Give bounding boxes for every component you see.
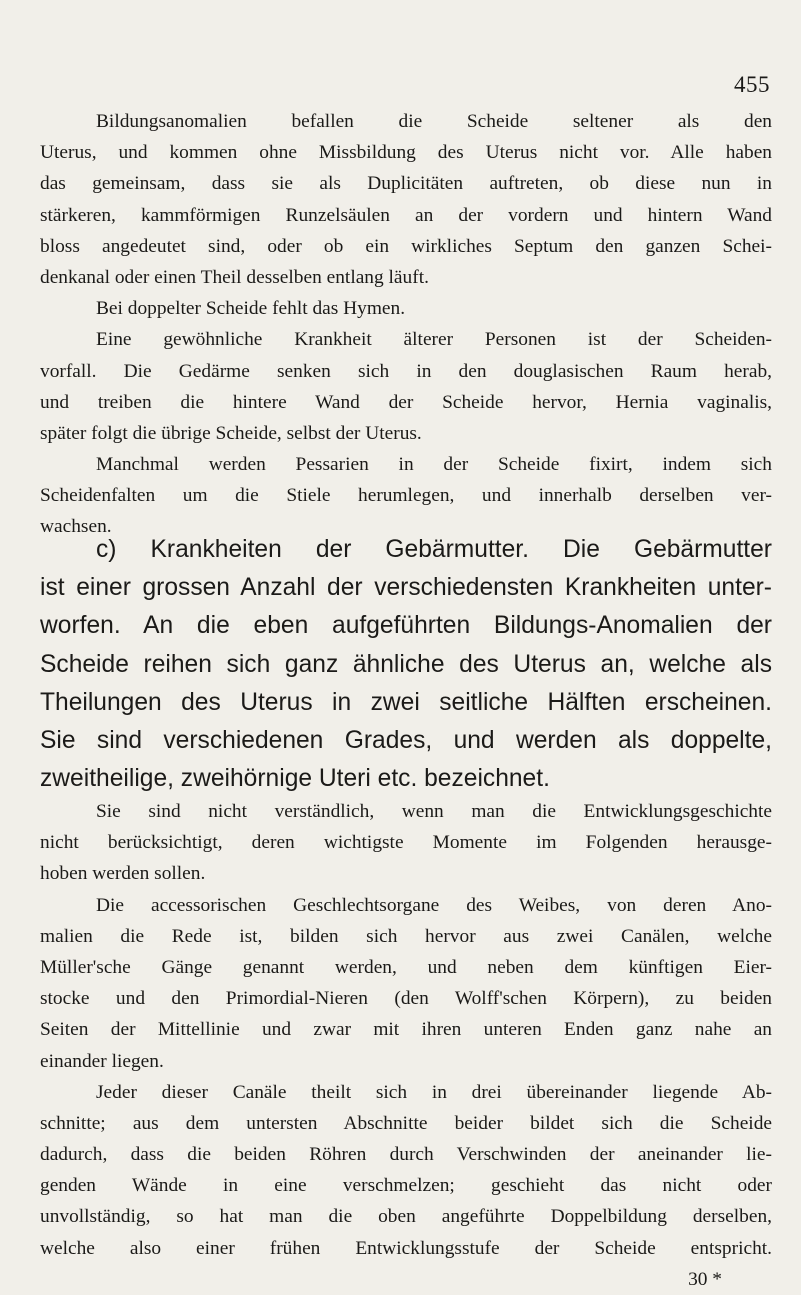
text-line: malien die Rede ist, bilden sich hervor aus zwei Canälen, welche bbox=[40, 925, 772, 947]
text-line: hoben werden sollen. bbox=[40, 863, 206, 885]
text-line: Müller'sche Gänge genannt werden, und neben dem künftigen Eier- bbox=[40, 956, 772, 978]
text-line: Manchmal werden Pessarien in der Scheide fixirt, indem sich bbox=[96, 454, 772, 476]
text-line: wachsen. bbox=[40, 516, 112, 538]
book-page bbox=[40, 0, 772, 1290]
text-line: Theilungen des Uterus in zwei seitliche Hälften erscheinen. bbox=[40, 688, 772, 716]
text-line: stocke und den Primordial-Nieren (den Wolff'schen Körpern), zu beiden bbox=[40, 988, 772, 1010]
text-line: denkanal oder einen Theil desselben entlang läuft. bbox=[40, 266, 429, 288]
text-line: Bei doppelter Scheide fehlt das Hymen. bbox=[96, 298, 406, 320]
text-line: Bildungsanomalien befallen die Scheide seltener als den bbox=[96, 111, 772, 132]
text-line: unvollständig, so hat man die oben angeführte Doppelbildung derselben, bbox=[40, 1206, 772, 1228]
section-gebaermutter-intro bbox=[40, 531, 772, 798]
text-line: stärkeren, kammförmigen Runzelsäulen an der vordern und hintern Wand bbox=[40, 204, 772, 226]
text-line: Uterus, und kommen ohne Missbildung des Uterus nicht vor. Alle haben bbox=[40, 142, 772, 164]
text-line: das gemeinsam, dass sie als Duplicitäten auftreten, ob diese nun in bbox=[40, 173, 772, 195]
section-scheide-anomalies bbox=[40, 106, 772, 543]
text-line: Die accessorischen Geschlechtsorgane des Weibes, von deren Ano- bbox=[96, 894, 772, 916]
text-line: später folgt die übrige Scheide, selbst der Uterus. bbox=[40, 422, 422, 444]
text-line: Sie sind nicht verständlich, wenn man die Entwicklungsgeschichte bbox=[96, 801, 772, 822]
text-line: einander liegen. bbox=[40, 1050, 164, 1072]
text-line: Seiten der Mittellinie und zwar mit ihren unteren Enden ganz nahe an bbox=[40, 1019, 772, 1041]
text-line: schnitte; aus dem untersten Abschnitte beider bildet sich die Scheide bbox=[40, 1112, 772, 1134]
text-line: dadurch, dass die beiden Röhren durch Verschwinden der aneinander lie- bbox=[40, 1144, 772, 1166]
text-line: genden Wände in eine verschmelzen; geschieht das nicht oder bbox=[40, 1175, 772, 1197]
text-line: bloss angedeutet sind, oder ob ein wirkliches Septum den ganzen Schei- bbox=[40, 235, 772, 257]
text-line: ist einer grossen Anzahl der verschiedensten Krankheiten unter- bbox=[40, 574, 772, 602]
text-line: c) Krankheiten der Gebärmutter. Die Gebärmutter bbox=[96, 536, 772, 563]
signature-mark: 30 * bbox=[688, 1268, 722, 1290]
text-line: vorfall. Die Gedärme senken sich in den douglasischen Raum herab, bbox=[40, 360, 772, 382]
text-line: worfen. An die eben aufgeführten Bildungs-Anomalien der bbox=[40, 612, 772, 640]
text-line: Jeder dieser Canäle theilt sich in drei übereinander liegende Ab- bbox=[96, 1081, 772, 1103]
text-line: Eine gewöhnliche Krankheit älterer Personen ist der Scheiden- bbox=[96, 329, 772, 351]
text-line: Scheidenfalten um die Stiele herumlegen, und innerhalb derselben ver- bbox=[40, 485, 772, 507]
text-line: Sie sind verschiedenen Grades, und werden als doppelte, bbox=[40, 726, 772, 754]
text-line: zweitheilige, zweihörnige Uteri etc. bezeichnet. bbox=[40, 765, 550, 793]
text-line: und treiben die hintere Wand der Scheide hervor, Hernia vaginalis, bbox=[40, 391, 772, 413]
text-line: welche also einer frühen Entwicklungsstufe der Scheide entspricht. bbox=[40, 1237, 772, 1259]
section-entwicklungsgeschichte bbox=[40, 796, 772, 1295]
text-line: Scheide reihen sich ganz ähnliche des Uterus an, welche als bbox=[40, 650, 772, 678]
text-line: nicht berücksichtigt, deren wichtigste Momente im Folgenden herausge- bbox=[40, 832, 772, 854]
page-number: 455 bbox=[734, 72, 770, 97]
